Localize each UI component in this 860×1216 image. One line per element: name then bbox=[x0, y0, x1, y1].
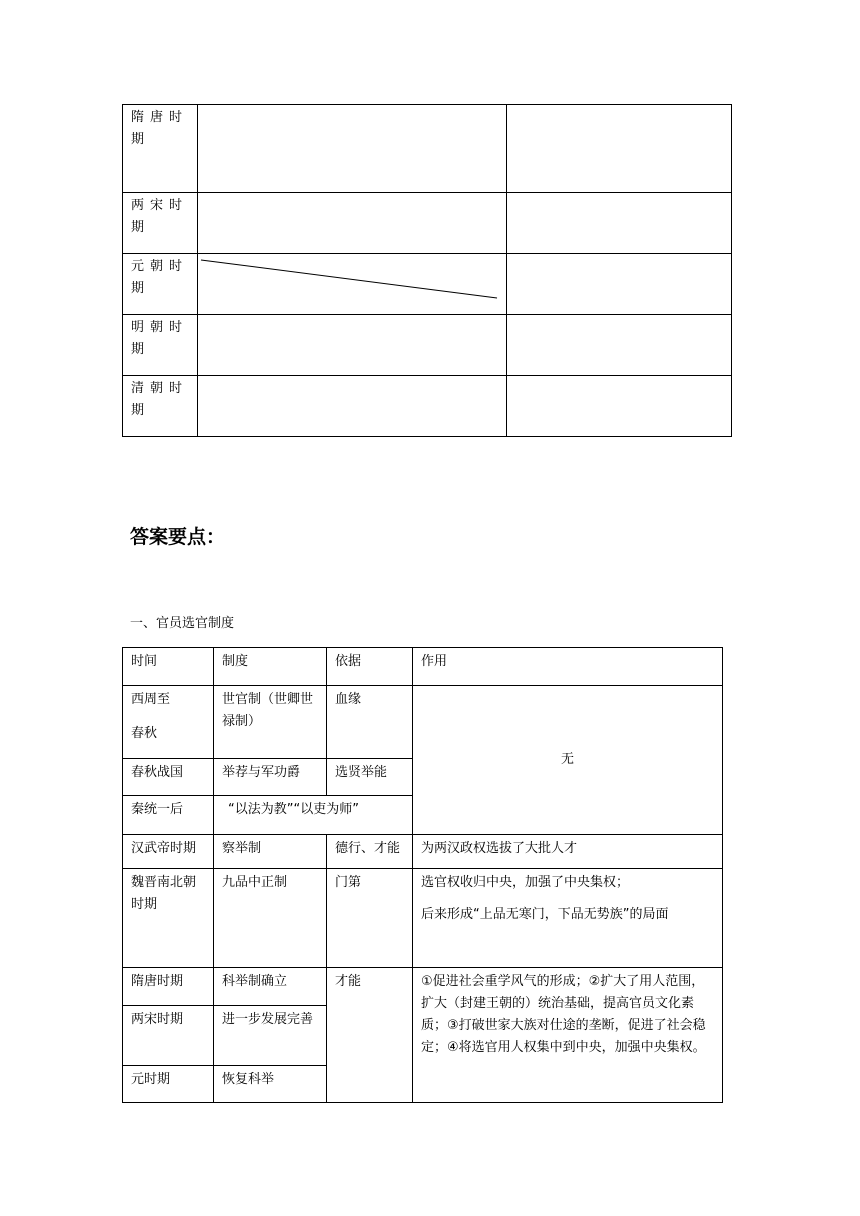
effect-cell: 为两汉政权选拔了大批人才 bbox=[413, 835, 723, 869]
time-cell: 汉武帝时期 bbox=[123, 835, 214, 869]
table-row bbox=[123, 193, 732, 254]
header-cell: 时间 bbox=[123, 648, 214, 686]
effect-cell-merged: 无 bbox=[413, 686, 723, 835]
system-cell: 九品中正制 bbox=[214, 869, 327, 968]
period-label: 两宋时期 bbox=[123, 193, 198, 254]
table-row bbox=[123, 376, 732, 437]
basis-cell: 德行、才能 bbox=[327, 835, 413, 869]
system-cell: 科举制确立 bbox=[214, 968, 327, 1006]
table-row bbox=[123, 315, 732, 376]
table-row bbox=[123, 254, 732, 315]
period-label: 清朝时期 bbox=[123, 376, 198, 437]
time-cell: 元时期 bbox=[123, 1066, 214, 1103]
blank-cell bbox=[507, 105, 732, 193]
time-line: 春秋 bbox=[131, 726, 158, 741]
basis-cell: 才能 bbox=[327, 968, 413, 1103]
table-row bbox=[123, 835, 723, 869]
table-row bbox=[123, 105, 732, 193]
header-cell: 依据 bbox=[327, 648, 413, 686]
period-label: 隋唐时期 bbox=[123, 105, 198, 193]
time-line: 西周至 bbox=[131, 692, 171, 707]
time-cell: 两宋时期 bbox=[123, 1006, 214, 1066]
effect-paragraph: 选官权收归中央，加强了中央集权； bbox=[421, 875, 630, 890]
effect-cell bbox=[413, 869, 723, 968]
struck-cell bbox=[198, 254, 507, 315]
section-title: 一、官员选官制度 bbox=[130, 616, 235, 631]
time-cell: 魏晋南北朝时期 bbox=[123, 869, 214, 968]
blank-cell bbox=[198, 315, 507, 376]
blank-cell bbox=[198, 105, 507, 193]
system-cell: 举荐与军功爵 bbox=[214, 759, 327, 796]
table-row bbox=[123, 869, 723, 968]
system-cell: 世官制（世卿世禄制） bbox=[214, 686, 327, 759]
time-cell: 隋唐时期 bbox=[123, 968, 214, 1006]
blank-answer-table bbox=[122, 104, 732, 437]
table-row bbox=[123, 686, 723, 759]
blank-cell bbox=[507, 315, 732, 376]
blank-cell bbox=[198, 376, 507, 437]
header-cell: 作用 bbox=[413, 648, 723, 686]
effect-cell: ①促进社会重学风气的形成；②扩大了用人范围，扩大（封建王朝的）统治基础，提高官员文化素质；③打破世家大族对仕途的垄断，促进了社会稳定；④将选官用人权集中到中央，加强中央集权。 bbox=[413, 968, 723, 1103]
system-cell: 察举制 bbox=[214, 835, 327, 869]
header-cell: 制度 bbox=[214, 648, 327, 686]
basis-cell: 选贤举能 bbox=[327, 759, 413, 796]
system-cell: “以法为教”“以吏为师” bbox=[214, 796, 413, 835]
period-label: 明朝时期 bbox=[123, 315, 198, 376]
diagonal-strike-line bbox=[198, 254, 506, 314]
time-cell: 春秋战国 bbox=[123, 759, 214, 796]
answer-heading: 答案要点： bbox=[130, 526, 226, 548]
blank-cell bbox=[198, 193, 507, 254]
time-cell: 秦统一后 bbox=[123, 796, 214, 835]
official-selection-table bbox=[122, 647, 723, 1103]
period-label: 元朝时期 bbox=[123, 254, 198, 315]
blank-cell bbox=[507, 254, 732, 315]
blank-cell bbox=[507, 193, 732, 254]
system-cell: 进一步发展完善 bbox=[214, 1006, 327, 1066]
system-cell: 恢复科举 bbox=[214, 1066, 327, 1103]
blank-cell bbox=[507, 376, 732, 437]
time-cell bbox=[123, 686, 214, 759]
basis-cell: 血缘 bbox=[327, 686, 413, 759]
table-header-row bbox=[123, 648, 723, 686]
table-row bbox=[123, 968, 723, 1006]
basis-cell: 门第 bbox=[327, 869, 413, 968]
effect-paragraph: 后来形成“上品无寒门，下品无势族”的局面 bbox=[421, 907, 669, 922]
